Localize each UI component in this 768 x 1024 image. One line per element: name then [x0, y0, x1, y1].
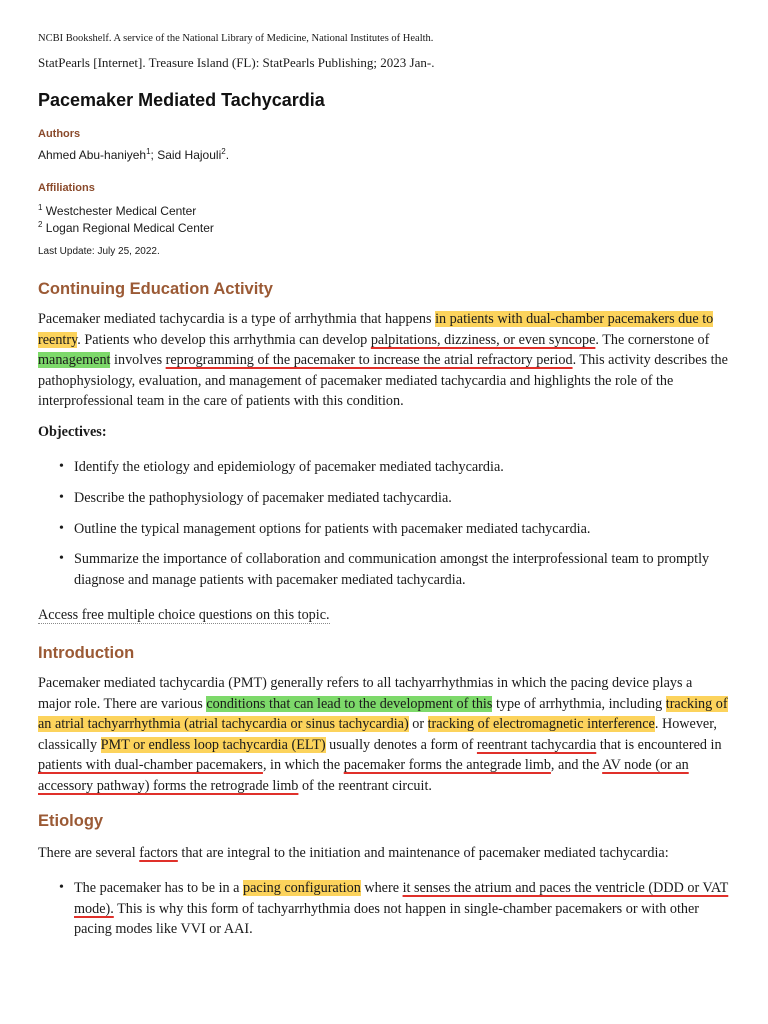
mcq-link-row	[38, 605, 728, 626]
underline-mark: reprogramming of the pacemaker to increase the atrial refractory period	[165, 352, 573, 369]
citation-line: StatPearls [Internet]. Treasure Island (FL): StatPearls Publishing; 2023 Jan-.	[38, 55, 435, 70]
highlight: conditions that can lead to the development of this	[206, 695, 493, 712]
authors-line: Ahmed Abu-haniyeh$^1$; Said Hajouli$^2$.	[38, 147, 230, 162]
cea-paragraph: Pacemaker mediated tachycardia is a type of arrhythmia that happens in patients with dual-chamber pacemakers due to reentry. Patients who develop this arrhythmia can develop palpitations, dizziness, or even syncope. The cornerstone of management involves reprogramming of the pacemaker to increase the atrial refractory period. This activity describes the pathophysiology, evaluation, and management of pacemaker mediated tachycardia and highlights the role of the interprofessional team in the care of patients with this condition.	[38, 311, 728, 410]
author-link[interactable]: Said Hajouli	[157, 148, 222, 162]
bookshelf-banner: NCBI Bookshelf. A service of the National Library of Medicine, National Institutes of Health.	[38, 33, 434, 44]
affiliations-label: Affiliations	[38, 182, 95, 194]
affiliation-item: $^2$ Logan Regional Medical Center	[38, 219, 214, 235]
section-heading-etiology: Etiology	[38, 812, 104, 830]
etiology-bullet: • The pacemaker has to be in a pacing configuration where it senses the atrium and paces the ventricle (DDD or VAT mode). This is why this form of tachyarrhythmia does not happen in single-chamber pacemakers or with other pacing modes like VVI or AAI.	[74, 878, 734, 940]
objective-item: • Identify the etiology and epidemiology of pacemaker mediated tachycardia.	[74, 457, 734, 478]
affiliations-list	[38, 203, 214, 236]
section-heading-cea: Continuing Education Activity	[38, 280, 273, 298]
intro-paragraph: Pacemaker mediated tachycardia (PMT) generally refers to all tachyarrhythmias in which the pacing device plays a major role. There are various conditions that can lead to the development of this type of arrhythmia, including tracking of an atrial tachyarrhythmia (atrial tachycardia or sinus tachycardia) or tracking of electromagnetic interference. However, classically PMT or endless loop tachycardia (ELT) usually denotes a form of reentrant tachycardia that is encountered in patients with dual-chamber pacemakers, in which the pacemaker forms the antegrade limb, and the AV node (or an accessory pathway) forms the retrograde limb of the reentrant circuit.	[38, 675, 728, 794]
underline-mark: palpitations, dizziness, or even syncope	[370, 331, 596, 348]
highlight: management	[38, 352, 111, 369]
underline-mark: AV node (or an accessory pathway) forms the retrograde limb	[38, 757, 689, 794]
objectives-label: Objectives:	[38, 424, 107, 440]
underline-mark: pacemaker forms the antegrade limb	[343, 757, 551, 774]
objective-item: • Describe the pathophysiology of pacemaker mediated tachycardia.	[74, 488, 734, 509]
highlight: tracking of an atrial tachyarrhythmia (atrial tachycardia or sinus tachycardia)	[38, 695, 728, 733]
page-title: Pacemaker Mediated Tachycardia	[38, 90, 325, 110]
highlight: pacing configuration	[243, 880, 361, 896]
underline-mark: reentrant tachycardia	[476, 736, 597, 753]
affiliation-item: $^1$ Westchester Medical Center	[38, 203, 197, 218]
underline-mark: patients with dual-chamber pacemakers	[38, 757, 263, 774]
etiology-paragraph: There are several factors that are integral to the initiation and maintenance of pacemaker mediated tachycardia:	[38, 845, 669, 861]
last-update: Last Update: July 25, 2022.	[38, 246, 160, 257]
objective-item: • Outline the typical management options for patients with pacemaker mediated tachycardia.	[74, 519, 734, 540]
underline-mark: factors	[139, 845, 178, 861]
author-affil-sup: 2	[221, 147, 226, 156]
author-affil-sup: 1	[146, 147, 151, 156]
underline-mark: it senses the atrium and paces the ventricle (DDD or VAT mode).	[74, 880, 729, 917]
authors-label: Authors	[38, 128, 81, 140]
mcq-access-link[interactable]: Access free multiple choice questions on this topic.	[38, 607, 330, 623]
highlight: tracking of electromagnetic interference	[427, 716, 655, 733]
highlight: in patients with dual-chamber pacemakers due to reentry	[38, 311, 714, 348]
section-heading-introduction: Introduction	[38, 644, 135, 662]
objective-item: • Summarize the importance of collaboration and communication amongst the interprofessional team to promptly diagnose and manage patients with pacemaker mediated tachycardia.	[74, 549, 734, 590]
author-link[interactable]: Ahmed Abu-haniyeh	[38, 148, 147, 162]
highlight: PMT or endless loop tachycardia (ELT)	[100, 736, 326, 753]
